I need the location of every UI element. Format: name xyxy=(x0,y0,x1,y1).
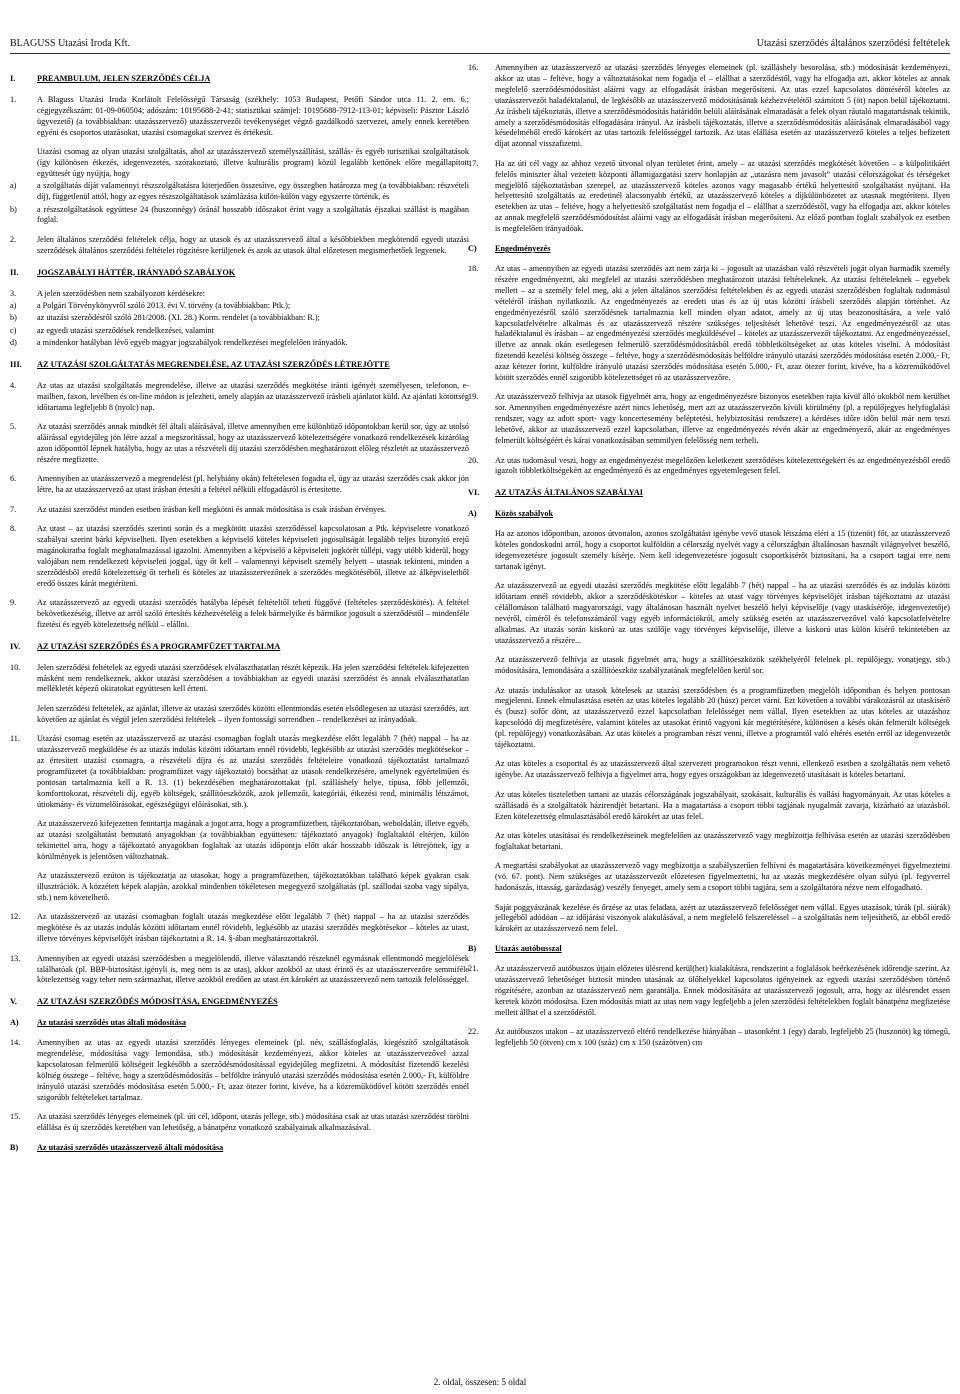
clause-number: a) xyxy=(10,301,17,310)
clause-paragraph xyxy=(10,474,469,496)
clause-text: Az utazásszervező az egyedi utazási szerződés hatályba lépését feltételtől teheti függővé (feltételes szerződéskötés). A feltétel bekövetkezéséig, illetve az arról szóló értesítés kézhezvételéig a felek bármelyike és bármikor jogosult a szerződéstől – mindenféle fizetési és egyéb kötelezettség nélkül – elállni. xyxy=(37,598,469,629)
heading-number: III. xyxy=(10,360,22,370)
subsection-heading xyxy=(468,244,950,255)
clause-paragraph xyxy=(468,831,950,853)
clause-paragraph xyxy=(468,861,950,894)
heading-number: C) xyxy=(468,244,477,254)
section-heading xyxy=(10,997,469,1008)
clause-number: 21. xyxy=(468,964,479,974)
clause-paragraph xyxy=(10,313,469,324)
heading-number: V. xyxy=(10,997,17,1007)
section-heading xyxy=(468,488,950,499)
clause-paragraph xyxy=(468,903,950,936)
clause-text: a mindenkor hatályban lévő egyéb magyar jogszabályok rendelkezései megfelelően irányadók. xyxy=(37,338,348,348)
clause-text: Az utas tudomásul veszi, hogy az engedményezést megelőzően keletkezett szerződéses kötelezettségekért és az engedményezésből eredő igazolt többletköltségekért az engedményező és az engedményes egyetemlegesen felel. xyxy=(495,455,950,476)
heading-title: JOGSZABÁLYI HÁTTÉR, IRÁNYADÓ SZABÁLYOK xyxy=(37,267,236,277)
clause-paragraph xyxy=(468,529,950,573)
clause-paragraph xyxy=(10,205,469,227)
clause-text: Amennyiben az egyedi utazási szerződésben a megjelölendő, illetve választandó részeknél egymásnak ellentmondó megjelölések találhatóak (pl. BBP-biztosítást igényli is, meg nem is az utas), akkor azokból az utast érintő és az utazásszervezőre semmiféle kötelezettség vagy teher nem származhat, illetve azokból eredően az utast ért károkért az utazásszervező nem tartozik felelősséggel. xyxy=(37,953,469,985)
clause-paragraph xyxy=(10,663,469,696)
section-heading xyxy=(10,360,469,371)
clause-paragraph xyxy=(10,326,469,337)
clause-number: a) xyxy=(10,181,17,191)
clause-text: Jelen szerződési feltételek, az ajánlat, illetve az utazási szerződés közötti ellentmondás esetén elsődlegesen az utazási szerződés, azt követően az ajánlat és végül jelen szerződési feltételek – ilyen fontossági sorrendben – rendelkezései az irányadóak. xyxy=(37,703,469,724)
clause-text: Az utazási szerződést minden esetben írásban kell megkötni és annak módosítása is csak írásban érvényes. xyxy=(37,504,386,514)
subsection-heading xyxy=(468,509,950,520)
clause-text: Saját poggyászának kezelése és őrzése az utas feladata, azért az utazásszervező felelősséget nem vállal. Egyes utazások, túrák (pl. síúrák) jellegéből adódóan – az időjárási viszonyok alakulásával, a nem megfelelő felszereléssel – a szolgáltatás nem teljesíthető, az ebből eredő károkért az utazásszervező nem felel. xyxy=(495,902,950,934)
clause-text: Amennyiben az utazásszervező az utazási szerződés lényeges elemeinek (pl. szálláshely besorolása, stb.) módosítását kezdeményezi, akkor az utas – feltéve, hogy a változtatásokat nem fogadja el – elállhat a szerződéstől, vagy ha elfogadja azt, akkor köteles az annak megfelelő szerződésmódosítást aláírni vagy az elfogadását írásban megerősíteni. Az utas ezzel kapcsolatos döntéséről köteles az utazásszervezőt haladéktalanul, de legkésőbb az utazásszervező módosításának kézhezvételétől számított 5 (öt) napon belül tájékoztatni. Az írásbeli tájékoztatás, illetve a szerződésmódosítás határidőn belüli aláírásának elmaradását a felek olyan ráutaló magatartásnak tekintik, amely a szerződésmódosítás elfogadására irányul. Az írásbeli tájékoztatás, illetve a szerződésmódosítás aláírásának elmaradásából vagy késedelméből eredő károkért az utas tartozik felelősséggel tartozik. Az utas elállása esetén az utazásszervező köteles a teljes befizetett díjat azonnal visszafizetni. xyxy=(495,63,950,149)
clause-paragraph xyxy=(468,655,950,677)
clause-number: c) xyxy=(10,325,17,335)
clause-text: Ha az azonos időpontban, azonos útvonalon, azonos szolgáltatást igénybe vevő utasok létszáma eléri a 15 (tizenöt) főt, az utazásszervező köteles gondoskodni arról, hogy a csoportot kulföldön a célország nyelvét vagy a célországban általánosan használt világnyelvet beszélő, idegenvezetésre jogosult személy kísérje. Nem kell idegenvezetésre jogosult csoportkísérőt biztosítani, ha a csoport tagjai erre nem tartanak igényt. xyxy=(495,529,950,571)
clause-number: d) xyxy=(10,338,17,348)
clause-number: b) xyxy=(10,313,17,323)
clause-paragraph xyxy=(10,1038,469,1103)
heading-title: PREAMBULUM, JELEN SZERZŐDÉS CÉLJA xyxy=(37,74,211,83)
clause-paragraph xyxy=(10,524,469,589)
clause-paragraph xyxy=(468,790,950,823)
clause-paragraph xyxy=(468,392,950,447)
clause-number: 4. xyxy=(10,381,17,391)
clause-text: Az utas az utazási szolgáltatás megrendelése, illetve az utazási szerződés megkötése iránti igényét személyesen, telefonon, e-mailben, faxon, levélben és on-line módon is jelezheti, amely alapján az utazásszervező írásbeli ajánlatot küld. Az ajánlati kötöttség időtartama legfeljebb 8 (nyolc) nap. xyxy=(37,381,469,412)
clause-text: Az utazási szerződés lényeges elemeinek (pl. úti cél, időpont, utazás jellege, stb.) módosítása csak az utas utazási szerződést törölni elállása és új szerződés keretében van lehetőség, a bánatpénz vonatkozó szabályainak alkalmazásával. xyxy=(37,1112,469,1132)
heading-title: AZ UTAZÁSI SZERZŐDÉS ÉS A PROGRAMFÜZET TARTALMA xyxy=(37,641,281,651)
clause-paragraph xyxy=(10,954,469,987)
clause-number: 3. xyxy=(10,288,17,298)
subsection-heading xyxy=(10,1143,469,1154)
heading-title: Közös szabályok xyxy=(495,509,554,519)
heading-title: AZ UTAZÁS ÁLTALÁNOS SZABÁLYAI xyxy=(495,488,643,498)
clause-text: Az utazás indulásakor az utasok kötelesek az utazási szerződésben és a programfüzetben megjelölt időpontban és helyen pontosan megjelenni. Ennek elmulasztása esetén az utas köteles legalább 20 (húsz) percet várni. Ezt követően a további várakozásról az utaskísérő és (busz) sofőr dönt, az utazásszervező ezzel kapcsolatban felelősséget nem vállal. Ilyen esetekben az utas köteles az utazáshoz kapcsolódó díj megfizetésére, valamint köteles az utasokat érintő vagyoni kár megtérítésére, különösen a késés okán felmerült költségek (pl. repülőjegy) vonatkozásában. Az utas köteles a programban részt venni, illetve a programtól való eltérés esetén erről az idegenvezetőt tájékoztatni. xyxy=(495,685,950,750)
clause-paragraph xyxy=(10,819,469,863)
document-title: Utazási szerződés általános szerződési feltételek xyxy=(756,38,950,49)
clause-text: Jelen szerződési feltételek az egyedi utazási szerződések elválaszthatatlan részét képezik. Ha jelen szerződési feltételek kifejezetten másként nem rendelkeznek, akkor utazási szerződésen a továbbiakban az egyedi utazási szerződést és annak elválaszthatatlan mellékletét képező okiratokat együttesen kell érteni. xyxy=(37,662,469,694)
clause-number: 17. xyxy=(468,158,479,168)
header-divider xyxy=(10,53,950,54)
clause-text: Jelen általános szerződési feltételek célja, hogy az utasok és az utazásszervező által a későbbiekben megkötendő egyedi utazási szerződések általános szerződési feltételei rögzítésre kerüljenek és azok az utasok által előzetesen megismerhetőek legyenek. xyxy=(37,234,469,255)
subsection-heading xyxy=(468,944,950,955)
heading-number: B) xyxy=(10,1142,19,1152)
clause-number: 20. xyxy=(468,455,479,465)
clause-text: Az utazásszervező az egyedi utazási szerződés megkötése előtt legalább 7 (hét) nappal – ha az utazási szerződés és az indulás közötti időtartam ennél rövidebb, akkor a szerződéskötéskor – köteles az utast vagy törvényes képviselőjét írásban tájékoztatni az utazási célállomáson található magyarországi, vagy általánosan használt nyelvet beszélő helyi képviselője (vagy utaskísérője, idegenvezetője) nevéről, címéről és telefonszámáról vagy egyéb információkról, amely szükség esetén az utazásszervezővel való kapcsolatfelvételre alkalmas. Az utazás során kiskorú az utas szülője vagy törvényes képviselője, illetve a kiskorú utas külön kísérő tekintetében az utazásszervező a részére... xyxy=(495,581,950,645)
clause-number: 18. xyxy=(468,264,479,273)
clause-paragraph xyxy=(468,159,950,235)
heading-title: Az utazási szerződés utazásszervező általi módosítása xyxy=(37,1142,224,1152)
clause-paragraph xyxy=(10,598,469,631)
clause-number: 1. xyxy=(10,94,17,104)
heading-number: IV. xyxy=(10,641,21,651)
section-heading xyxy=(10,642,469,653)
clause-number: 14. xyxy=(10,1038,21,1048)
heading-title: Engedményezés xyxy=(495,244,551,254)
clause-number: 12. xyxy=(10,912,21,922)
heading-title: Az utazási szerződés utas általi módosítása xyxy=(37,1018,186,1028)
clause-text: A Blaguss Utazási Iroda Korlátolt Felelősségű Társaság (székhely: 1053 Budapest, Petőfi Sándor utca 11. 2. em. 6.; cégjegyzékszám: 01-09-060504; adószám: 10195688-2-41; statisztikai számjel: 10195688-7912-113-01; képviseli: Pásztor László ügyvezető) (a továbbiakban: utazásszervező) utazásszervezői tevékenységet végző gazdálkodó szervezet, amely ennek keretében egyéni és csoportos utazásokat, utazási csomagokat szervez és értékesít. xyxy=(37,94,469,137)
heading-title: Utazás autóbusszal xyxy=(495,944,562,954)
section-heading xyxy=(10,268,469,279)
clause-paragraph xyxy=(10,381,469,414)
clause-text: Az utazási szerződés annak mindkét fél általi aláírásával, illetve amennyiben erre különböző időpontokban kerül sor, úgy az utolsó aláírással egyidejűleg jön létre azzal a megszorítással, hogy az utazásszervező kötelezettségére vonatkozó rendelkezések kizárólag azon időponttól lépnek hatályba, hogy az utas a részvételi díj utazási szerződésben meghatározott előleg részletét az utazásszervező részére megfizette. xyxy=(37,422,469,464)
clause-text: A megtartási szabályokat az utazásszervező vagy megbízottja a szabályszerűen felhívni és magatartására következményei figyelmeztetni (vö. 67. pont). Nem szükséges az utazásszervezőt előzetesen figyelmeztetni, ha az utazás megkezdésére olyan súlyú (pl. fegyverrel hadonászás, ittasság, garázdaság) veszély fenyeget, amely sem a csoport többi tagjára, sem a szolgáltatóra nézve nem elfogadható. xyxy=(495,861,950,893)
clause-text: A jelen szerződésben nem szabályozott kérdésekre: xyxy=(37,288,205,298)
clause-text: Az utas – amennyiben az egyedi utazási szerződés azt nem zárja ki – jogosult az utazásban való részvételi jogát olyan harmadik személy részére engedményezni, aki megfelel az utazási szerződésben meghatározott utazási feltételeknek. Az utazási feltételeknek – egyebek mellett – az a személy felel meg, aki a jelen általános szerződési feltételekben és az egyedi utazási szerződésben foglaltak tudomásul vételéről írásban nyilatkozik. Az engedményezés az eredeti utas és az új utas közötti írásbeli szerződés alapján történhet. Az engedményezésről szóló szerződésnek tartalmaznia kell minden olyan adatot, amely az új utas beazonosítására, a vele való kapcsolatfelvételre alkalmas és az utazásszervező részére szükséges teljesítését lehetővé teszi. Az engedményezésről az utas haladéktalanul és írásban – az engedményezési szerződés megküldésével – köteles az utazásszervezőt tájékoztatni. Az engedményezéssel, illetve az annak okán esetlegesen felmerülő szerződésmódosításból eredő többletköltségeket az utas köteles viselni. A módosítást fizetendő kezelési költség összege – feltéve, hogy a szerződésmódosítás belföldre irányuló utazási szerződés módosítása esetén 2.000,- Ft, azaz kétezer forint, külföldre irányuló utazási szerződés módosítása esetén 5.000,- Ft, azaz ötezer forint, kivéve, ha a közreműködővel kötött szerződés ennél szigorúbb kötelezettséget ró az utazásszervezőre. xyxy=(495,264,950,383)
clause-text: az utazási szerződésről szóló 281/2008. (XI. 28.) Korm. rendelet (a továbbiakban: R.); xyxy=(37,313,320,323)
clause-number: 11. xyxy=(10,734,20,744)
clause-number: 2. xyxy=(10,234,17,244)
heading-title: AZ UTAZÁSI SZERZŐDÉS MÓDOSÍTÁSA, ENGEDMÉNYEZÉS xyxy=(37,997,278,1007)
clause-paragraph xyxy=(10,289,469,300)
clause-text: Az utazásszervező felhívja az utasok figyelmét arra, hogy az engedményezésre bizonyos esetekben rajta kívül álló okokból nem kerülhet sor. Amennyiben engedményezésre azért nincs lehetőség, mert azt az utazásszervezőn kívüli körülmény (pl. a repülőjegyes helyfoglalási rendszer, vagy az adott sport- vagy koncertesemény beléptetési, helybiztosítási rendszere) a kérdéses időre időn belül már nem teszi lehetővé, akkor az utazásszervező ezzel kapcsolatban, illetve az engedményezés révén akár az engedményező, akár az engedményes felmerült költségéért és kárai vonatkozásában semmilyen felelősség nem terheli. xyxy=(495,392,950,446)
clause-text: Az autóbuszos utakon – az utazásszervező eltérő rendelkezése hiányában – utasonként 1 (egy) darab, legfeljebb 25 (huszonöt) kg tömegű, legfeljebb 50 (ötven) cm x 100 (száz) cm x 150 (százötven) cm xyxy=(495,1027,950,1048)
heading-number: VI. xyxy=(468,488,480,498)
heading-number: B) xyxy=(468,944,477,954)
clause-paragraph xyxy=(468,63,950,150)
clause-number: b) xyxy=(10,204,17,214)
clause-text: Az utas köteles utasításai és rendelkezéseinek megfelelően az utazásszervező vagy megbízottja felhívása esetén az utazási szerződésben foglaltakat betartani. xyxy=(495,830,950,851)
clause-text: Amennyiben az utazásszervező a megrendelést (pl. helyhiány okán) feltételesen fogadta el, úgy az utazási szerződés csak akkor jön létre, ha az utazásszervező az utast írásban értesíti a feltétel nélküli elfogadásról is értesítette. xyxy=(37,474,469,495)
clause-text: Utazási csomag esetén az utazásszervező az utazási csomagban foglalt utazás megkezdése előtt legalább 7 (hét) nappal – ha az utazásszervező megküldése és az utazás indulás közötti időtartam ennél rövidebb, legkésőbb az utazási szerződés megkötésekor – az értesített utazási csomagra, a részvételi díjra és az utazási szerződés feltételeire vonatkozó tájékoztatást tartalmazó programfüzetet (a továbbiakban: programfüzet vagy tájékoztató) bocsáthat az utasok rendelkezésére, amelynek egyértelműen és pontosan tartalmaznia kell a R. 13. (1) bekezdésében meghatározottakat (pl. szálláshely helye, típusa, főbb jellemzői, komforttokozat, részvételi díj, egyéb költségek, szállítóeszközök, azok jellemzői, kategóriái, étkezési rend, minimális létszámot, útiokmány- és vízumelőírásokat, egészségügyi előírásokat, stb.). xyxy=(37,734,469,809)
clause-text: Ha az úti cél vagy az ahhoz vezető útvonal olyan területet érint, amely – az utazási szerződés megkötését követően – a külpolitikáért felelős miniszter által vezetett központi államigazgatási szerv honlapján az „utazásra nem javasolt” utazási célországokat és térségeket megjelölő tájékoztatásban szerepel, az utazásszervező köteles azonos vagy magasabb értékű helyettesítő szolgáltatást nyújtani. Ha helyettesítő szolgáltatás az eredetinél alacsonyabb értékű, az utazásszervező köteles a díjkülönbözetet az utasnak megtéríteni. Ilyen esetekben az utas – feltéve, hogy a helyettesítő szolgáltatást nem fogadja el – elállhat a szerződéstől, vagy ha elfogadja azt, akkor köteles az annak megfelelő szerződésmódosítást aláírni vagy az elfogadását írásban megerősíteni. Az előző pontban foglalt szabályok ez esetben is megfelelően irányadóak. xyxy=(495,158,950,234)
heading-number: II. xyxy=(10,267,19,277)
right-column xyxy=(468,63,950,1057)
left-column xyxy=(10,63,469,1163)
clause-paragraph xyxy=(10,235,469,257)
clause-paragraph xyxy=(10,505,469,516)
page-footer: 2. oldal, összesen: 5 oldal xyxy=(433,1377,527,1387)
clause-number: 8. xyxy=(10,524,17,534)
clause-paragraph xyxy=(10,147,469,180)
clause-number: 10. xyxy=(10,662,21,672)
clause-paragraph xyxy=(468,456,950,478)
clause-text: Az utazásszervező autóbuszos útjain előzetes ülésrend kerül(het) kialakításra, rendszerint a foglalások beérkezésének időrendje szerint. Az utazásszervező lehetőséget biztosít minden utasának az ülőhelyekkel kapcsolatos igényeinek az egyedi utazási szerződésben történő rögzítésére, azonban az utazásszervező nem garantálja. Ennek módosítására az utazásszervező jogosult, arra, hogy az ülésrendet essen keretek között módosítsa. Ezen módosítás miatt az utas nem vagy legfeljebb a jelen szerződési feltételekben foglalt bánatpénz megfizetése mellett állhat el a szerződéstől. xyxy=(495,964,950,1017)
clause-text: Az utazásszervező az utazási csomagban foglalt utazás megkezdése előtt legalább 7 (hét) nappal – ha az utazási szerződés megkötése és az utazás indulás közötti időtartam ennél rövidebb, legkésőbb az utazási szerződés megkötésekor – köteles az utast, illetve törvényes képviselőjét írásban tájékoztatni a R. 14. §-ában meghatározottakról. xyxy=(37,912,469,944)
clause-number: 15. xyxy=(10,1112,21,1122)
section-heading xyxy=(10,74,469,85)
clause-paragraph xyxy=(10,704,469,726)
clause-text: a Polgári Törvénykönyvről szóló 2013. évi V. törvény (a továbbiakban: Ptk.); xyxy=(37,301,291,310)
clause-number: 5. xyxy=(10,422,17,432)
heading-number: A) xyxy=(10,1018,19,1028)
clause-number: 22. xyxy=(468,1027,479,1037)
heading-number: A) xyxy=(468,509,477,519)
clause-number: 16. xyxy=(468,63,479,72)
clause-paragraph xyxy=(468,264,950,384)
clause-number: 9. xyxy=(10,598,17,608)
clause-number: 13. xyxy=(10,953,21,963)
clause-paragraph xyxy=(468,581,950,646)
clause-number: 6. xyxy=(10,474,17,484)
clause-text: Az utazásszervező felhívja az utasok figyelmét arra, hogy a szállítóeszközök székhelyéről felelnek pl. repülőjegy, vonatjegy, stb.) módosítására, lemondására a szállítóeszköz szabályzatának megfelelően kerül sor. xyxy=(495,655,950,676)
clause-paragraph xyxy=(10,734,469,810)
subsection-heading xyxy=(10,1018,469,1029)
clause-number: 7. xyxy=(10,504,17,514)
heading-number: I. xyxy=(10,74,16,83)
clause-text: a részszolgáltatások együttese 24 (huszonnégy) óránál hosszabb időszakot érint vagy a szolgáltatás éjszakai szállást is magában foglal. xyxy=(37,204,469,225)
clause-paragraph xyxy=(10,95,469,139)
clause-paragraph xyxy=(10,912,469,945)
clause-paragraph xyxy=(468,964,950,1019)
heading-title: AZ UTAZÁSI SZOLGÁLTATÁS MEGRENDELÉSE, AZ UTAZÁSI SZERZŐDÉS LÉTREJÖTTE xyxy=(37,360,390,370)
clause-paragraph xyxy=(10,181,469,203)
clause-number: 19. xyxy=(468,392,479,402)
clause-paragraph xyxy=(468,686,950,751)
clause-paragraph xyxy=(10,1112,469,1134)
clause-paragraph xyxy=(10,338,469,349)
clause-text: az egyedi utazási szerződések rendelkezései, valamint xyxy=(37,325,214,335)
clause-paragraph xyxy=(10,871,469,904)
clause-text: a szolgáltatás díját valamennyi részszolgáltatásra kiterjedően összesítve, egy összegben határozza meg (a továbbiakban: részvételi díj), függetlenül attól, hogy az egyes részszolgáltatások számlázása külön-külön vagy egyszerre történik, és xyxy=(37,181,469,202)
clause-paragraph xyxy=(10,422,469,466)
clause-paragraph xyxy=(468,759,950,781)
clause-text: Az utas köteles a csoporttal és az utazásszervező által szervezett programokon részt venni, ellenkező esetben a szolgáltatás nem vehető igénybe. Az utazásszervező felhívja a figyelmet arra, hogy egyes országokban az idegenvezető utasításait is köteles betartani. xyxy=(495,759,950,780)
clause-text: Az utazásszervező ezúton is tájékoztatja az utasokat, hogy a programfüzetben, tájékoztatókban található képek gyakran csak illusztrációk. A közzétett képek alapján, azokkal mindenben tökéletesen megegyező szolgáltatás (pl. szállodai szoba vagy sípálya, stb.) nem követelhető. xyxy=(37,871,469,902)
clause-text: Amennyiben az utas az egyedi utazási szerződés lényeges elemeinek (pl. név, szállásfoglalás, kiegészítő szolgáltatások megrendelése, módosítása vagy lemondása, stb.) módosítását kezdeményezi, akkor köteles az utazásszervezővel azzal kapcsolatosan felmerülő költségeit legkésőbb a szerződésmódosítással egyidejűleg megfizetni. A módosítást fizetendő kezelési költség összege – feltéve, hogy a szerződésmódosítás – belföldre irányuló utazási szerződés módosítása esetén 2.000,- Ft, külföldre irányuló utazási szerződés módosítása esetén 5.000,- Ft, azaz ötezer forint, kivéve, ha a közreműködővel kötött szerződés ennél szigorúbb feltételeket tartalmaz. xyxy=(37,1038,469,1102)
clause-text: Az utas köteles tiszteletben tartani az utazás célországának jogszabályait, szokásait, kulturális és vallási hagyományait. Az utas köteles a szállásadó és a szolgáltatók házirendjét betartani. Ha a magatartása a csoport többi tagjának nyugalmát zavarja, kizárható az utazásból. Ezen kötelezettség elmulasztásából eredő károkért az utas felel. xyxy=(495,789,950,821)
clause-paragraph xyxy=(468,1027,950,1049)
clause-paragraph xyxy=(10,301,469,312)
company-name: BLAGUSS Utazási Iroda Kft. xyxy=(10,38,130,49)
clause-text: Az utast – az utazási szerződés szerinti során és a megkötött utazási szerződéssel kapcsolatosan a Ptk. képviseletre vonatkozó szabályai szerint bárki képviselheti. Ilyen esetekben a képviselő köteles képviseleti jogosultságát legalább teljes bizonyító erejű magánokiratba foglalt meghatalmazással igazolni. Amennyiben a képviselő a képviseleti jogkörét túllépi, vagy utóbb kiderül, hogy valójában nem rendelkezett képviseleti joggal, úgy őt kell – valamennyi képviselt személy helyett – utasnak tekinteni, minden a szerződésből eredő kötelezettség őt terheli és köteles az utazásszervezőnek a szerződés megkötéséből, illetve az álképviseletből eredő összes kárát megtéríteni. xyxy=(37,524,469,588)
clause-text: Az utazásszervező kifejezetten fenntartja magának a jogot arra, hogy a programfüzetben, tájékoztatóban, weboldalán, illetve egyéb, az utazási szolgáltatást bemutató anyagokban (a továbbiakban együttesen: tájékoztató anyagok) foglaltaktól eltérjen, külön tekintettel arra, hogy a tájékoztató anyagokban foglaltak az utazás időpontja előtt akár hosszabb időszak is létrejöttek, így a körülmények is jelentősen változhatnak. xyxy=(37,819,469,861)
clause-text: Utazási csomag az olyan utazási szolgáltatás, ahol az utazásszervező személyszállítási, szállás- és egyéb turisztikai szolgáltatások (így különösen étkezés, idegenvezetés, szórakoztató, illetve kulturális program) közül legalább kettőnek előre megállapított együttesét úgy nyújtja, hogy xyxy=(37,147,469,178)
